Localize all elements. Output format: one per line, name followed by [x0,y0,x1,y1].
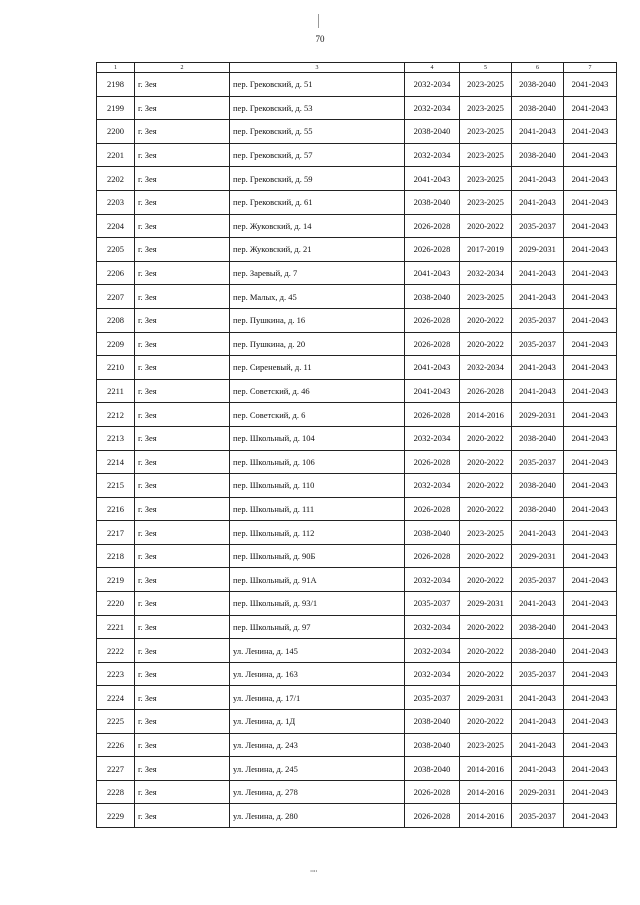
row-period-4: 2026-2028 [405,544,460,568]
row-number: 2224 [97,686,135,710]
row-period-7: 2041-2043 [564,804,617,828]
row-period-5: 2023-2025 [460,96,512,120]
row-period-7: 2041-2043 [564,426,617,450]
row-period-4: 2026-2028 [405,497,460,521]
row-address: пер. Заревый, д. 7 [230,261,405,285]
table-row [97,474,617,498]
table-row [97,615,617,639]
row-period-5: 2020-2022 [460,615,512,639]
row-period-7: 2041-2043 [564,403,617,427]
table-row [97,686,617,710]
row-period-7: 2041-2043 [564,733,617,757]
row-period-5: 2023-2025 [460,190,512,214]
row-period-5: 2020-2022 [460,474,512,498]
row-number: 2208 [97,308,135,332]
row-number: 2222 [97,639,135,663]
row-address: пер. Школьный, д. 110 [230,474,405,498]
row-number: 2228 [97,780,135,804]
table-row [97,521,617,545]
row-address: пер. Грековский, д. 55 [230,120,405,144]
table-row [97,544,617,568]
row-city: г. Зея [135,686,230,710]
row-period-6: 2041-2043 [512,356,564,380]
row-period-6: 2035-2037 [512,214,564,238]
row-period-7: 2041-2043 [564,379,617,403]
row-period-5: 2023-2025 [460,143,512,167]
row-period-6: 2038-2040 [512,96,564,120]
row-number: 2213 [97,426,135,450]
row-number: 2229 [97,804,135,828]
table-row [97,568,617,592]
row-city: г. Зея [135,521,230,545]
row-period-7: 2041-2043 [564,710,617,734]
row-number: 2217 [97,521,135,545]
row-number: 2225 [97,710,135,734]
row-period-6: 2029-2031 [512,544,564,568]
row-period-7: 2041-2043 [564,592,617,616]
row-period-5: 2020-2022 [460,544,512,568]
row-address: пер. Грековский, д. 53 [230,96,405,120]
row-period-5: 2020-2022 [460,639,512,663]
row-number: 2198 [97,73,135,97]
table-row [97,379,617,403]
row-number: 2221 [97,615,135,639]
row-period-4: 2032-2034 [405,96,460,120]
row-period-5: 2014-2016 [460,403,512,427]
row-period-5: 2020-2022 [460,332,512,356]
row-address: пер. Грековский, д. 61 [230,190,405,214]
row-period-5: 2023-2025 [460,120,512,144]
row-period-6: 2038-2040 [512,426,564,450]
row-city: г. Зея [135,143,230,167]
row-number: 2207 [97,285,135,309]
row-period-5: 2032-2034 [460,261,512,285]
row-period-4: 2026-2028 [405,804,460,828]
row-period-7: 2041-2043 [564,497,617,521]
row-address: пер. Жуковский, д. 21 [230,238,405,262]
row-number: 2202 [97,167,135,191]
row-number: 2211 [97,379,135,403]
row-period-4: 2038-2040 [405,710,460,734]
row-number: 2200 [97,120,135,144]
row-period-6: 2041-2043 [512,757,564,781]
row-period-4: 2026-2028 [405,780,460,804]
column-header: 1 [97,63,135,73]
row-period-4: 2041-2043 [405,261,460,285]
row-city: г. Зея [135,285,230,309]
table-row [97,214,617,238]
row-period-6: 2038-2040 [512,639,564,663]
row-number: 2216 [97,497,135,521]
row-address: пер. Школьный, д. 90Б [230,544,405,568]
table-row [97,120,617,144]
table-row [97,780,617,804]
table-row [97,592,617,616]
row-period-6: 2029-2031 [512,238,564,262]
row-address: пер. Советский, д. 46 [230,379,405,403]
table-row [97,190,617,214]
row-period-7: 2041-2043 [564,285,617,309]
row-period-4: 2032-2034 [405,426,460,450]
row-period-5: 2020-2022 [460,214,512,238]
row-period-6: 2041-2043 [512,120,564,144]
row-period-7: 2041-2043 [564,261,617,285]
row-period-4: 2038-2040 [405,190,460,214]
row-period-4: 2026-2028 [405,214,460,238]
page-number: 70 [315,34,325,44]
row-period-4: 2032-2034 [405,615,460,639]
row-period-4: 2026-2028 [405,308,460,332]
row-period-7: 2041-2043 [564,214,617,238]
row-period-6: 2035-2037 [512,332,564,356]
row-address: пер. Школьный, д. 93/1 [230,592,405,616]
row-period-7: 2041-2043 [564,120,617,144]
table-row [97,757,617,781]
row-period-4: 2026-2028 [405,238,460,262]
row-period-6: 2035-2037 [512,804,564,828]
row-period-6: 2041-2043 [512,521,564,545]
row-period-5: 2026-2028 [460,379,512,403]
row-period-7: 2041-2043 [564,521,617,545]
row-period-6: 2038-2040 [512,474,564,498]
row-period-5: 2029-2031 [460,592,512,616]
row-period-5: 2023-2025 [460,167,512,191]
row-address: ул. Ленина, д. 243 [230,733,405,757]
table-row [97,332,617,356]
row-period-5: 2014-2016 [460,780,512,804]
column-header: 4 [405,63,460,73]
row-period-6: 2035-2037 [512,450,564,474]
column-header: 7 [564,63,617,73]
row-number: 2215 [97,474,135,498]
row-period-4: 2026-2028 [405,403,460,427]
row-city: г. Зея [135,615,230,639]
table-body [97,73,617,828]
row-period-4: 2035-2037 [405,592,460,616]
row-number: 2204 [97,214,135,238]
row-period-6: 2041-2043 [512,379,564,403]
row-period-5: 2020-2022 [460,308,512,332]
row-period-6: 2041-2043 [512,592,564,616]
row-city: г. Зея [135,403,230,427]
row-period-5: 2020-2022 [460,710,512,734]
row-period-7: 2041-2043 [564,356,617,380]
row-address: пер. Пушкина, д. 16 [230,308,405,332]
row-city: г. Зея [135,804,230,828]
row-city: г. Зея [135,73,230,97]
table-row [97,804,617,828]
row-city: г. Зея [135,356,230,380]
row-address: пер. Грековский, д. 59 [230,167,405,191]
row-number: 2220 [97,592,135,616]
row-period-6: 2038-2040 [512,73,564,97]
row-number: 2227 [97,757,135,781]
row-period-7: 2041-2043 [564,686,617,710]
row-period-5: 2032-2034 [460,356,512,380]
table-row [97,261,617,285]
row-address: пер. Школьный, д. 104 [230,426,405,450]
row-period-7: 2041-2043 [564,190,617,214]
row-period-6: 2029-2031 [512,780,564,804]
row-city: г. Зея [135,757,230,781]
row-period-7: 2041-2043 [564,568,617,592]
row-city: г. Зея [135,308,230,332]
row-period-5: 2023-2025 [460,73,512,97]
table-row [97,426,617,450]
row-period-7: 2041-2043 [564,544,617,568]
row-number: 2199 [97,96,135,120]
row-number: 2206 [97,261,135,285]
row-number: 2214 [97,450,135,474]
table-row [97,143,617,167]
row-period-6: 2041-2043 [512,285,564,309]
row-period-6: 2038-2040 [512,143,564,167]
row-period-7: 2041-2043 [564,757,617,781]
table-row [97,662,617,686]
row-period-4: 2035-2037 [405,686,460,710]
row-city: г. Зея [135,238,230,262]
row-number: 2226 [97,733,135,757]
row-period-4: 2032-2034 [405,143,460,167]
row-number: 2218 [97,544,135,568]
row-city: г. Зея [135,497,230,521]
row-city: г. Зея [135,639,230,663]
row-period-5: 2020-2022 [460,450,512,474]
row-address: пер. Школьный, д. 106 [230,450,405,474]
row-period-7: 2041-2043 [564,615,617,639]
footer-scan-mark: ⁞ [308,869,319,873]
row-period-4: 2026-2028 [405,450,460,474]
table-header-row [97,63,617,73]
row-period-4: 2026-2028 [405,332,460,356]
row-period-7: 2041-2043 [564,474,617,498]
column-header: 5 [460,63,512,73]
row-number: 2219 [97,568,135,592]
table-row [97,167,617,191]
row-period-5: 2020-2022 [460,426,512,450]
row-city: г. Зея [135,710,230,734]
row-period-4: 2032-2034 [405,639,460,663]
row-number: 2223 [97,662,135,686]
row-address: пер. Грековский, д. 51 [230,73,405,97]
row-period-5: 2029-2031 [460,686,512,710]
row-period-7: 2041-2043 [564,238,617,262]
row-city: г. Зея [135,568,230,592]
row-city: г. Зея [135,379,230,403]
row-address: ул. Ленина, д. 245 [230,757,405,781]
row-period-6: 2038-2040 [512,615,564,639]
top-scan-mark [318,14,319,28]
row-period-5: 2014-2016 [460,757,512,781]
row-period-5: 2023-2025 [460,285,512,309]
row-period-6: 2041-2043 [512,710,564,734]
row-period-7: 2041-2043 [564,308,617,332]
row-period-4: 2038-2040 [405,120,460,144]
row-period-5: 2023-2025 [460,521,512,545]
schedule-table [96,62,617,828]
row-address: пер. Школьный, д. 112 [230,521,405,545]
table-row [97,96,617,120]
schedule-table-container [96,62,616,828]
row-period-6: 2035-2037 [512,308,564,332]
row-address: пер. Жуковский, д. 14 [230,214,405,238]
row-period-7: 2041-2043 [564,143,617,167]
row-period-7: 2041-2043 [564,167,617,191]
row-city: г. Зея [135,544,230,568]
table-row [97,308,617,332]
row-address: пер. Школьный, д. 97 [230,615,405,639]
row-period-7: 2041-2043 [564,639,617,663]
row-city: г. Зея [135,261,230,285]
row-period-4: 2038-2040 [405,733,460,757]
row-city: г. Зея [135,167,230,191]
row-city: г. Зея [135,592,230,616]
row-period-6: 2041-2043 [512,686,564,710]
row-period-6: 2041-2043 [512,167,564,191]
row-period-5: 2017-2019 [460,238,512,262]
table-row [97,285,617,309]
row-address: пер. Пушкина, д. 20 [230,332,405,356]
table-row [97,403,617,427]
row-period-7: 2041-2043 [564,780,617,804]
row-period-5: 2020-2022 [460,662,512,686]
row-period-6: 2029-2031 [512,403,564,427]
row-period-5: 2020-2022 [460,497,512,521]
row-address: пер. Грековский, д. 57 [230,143,405,167]
row-period-4: 2041-2043 [405,379,460,403]
table-row [97,733,617,757]
row-city: г. Зея [135,120,230,144]
row-number: 2212 [97,403,135,427]
row-address: пер. Малых, д. 45 [230,285,405,309]
row-period-6: 2041-2043 [512,190,564,214]
row-address: ул. Ленина, д. 145 [230,639,405,663]
row-city: г. Зея [135,450,230,474]
row-city: г. Зея [135,214,230,238]
table-row [97,710,617,734]
row-address: пер. Советский, д. 6 [230,403,405,427]
row-address: пер. Школьный, д. 91А [230,568,405,592]
row-period-4: 2038-2040 [405,757,460,781]
row-city: г. Зея [135,733,230,757]
row-period-7: 2041-2043 [564,450,617,474]
table-row [97,639,617,663]
row-period-5: 2023-2025 [460,733,512,757]
row-period-7: 2041-2043 [564,96,617,120]
column-header: 6 [512,63,564,73]
row-number: 2209 [97,332,135,356]
row-period-4: 2032-2034 [405,662,460,686]
row-address: ул. Ленина, д. 278 [230,780,405,804]
row-city: г. Зея [135,96,230,120]
row-period-7: 2041-2043 [564,332,617,356]
column-header: 3 [230,63,405,73]
row-period-4: 2038-2040 [405,521,460,545]
table-row [97,73,617,97]
row-address: пер. Школьный, д. 111 [230,497,405,521]
row-period-6: 2041-2043 [512,733,564,757]
row-city: г. Зея [135,190,230,214]
table-row [97,497,617,521]
table-row [97,450,617,474]
row-number: 2205 [97,238,135,262]
row-period-7: 2041-2043 [564,662,617,686]
table-row [97,238,617,262]
row-period-4: 2032-2034 [405,568,460,592]
row-period-4: 2041-2043 [405,356,460,380]
row-city: г. Зея [135,426,230,450]
row-period-4: 2032-2034 [405,474,460,498]
row-period-6: 2038-2040 [512,497,564,521]
row-period-4: 2041-2043 [405,167,460,191]
row-number: 2203 [97,190,135,214]
row-address: пер. Сиреневый, д. 11 [230,356,405,380]
row-period-5: 2020-2022 [460,568,512,592]
row-address: ул. Ленина, д. 163 [230,662,405,686]
row-city: г. Зея [135,780,230,804]
row-address: ул. Ленина, д. 280 [230,804,405,828]
row-period-6: 2035-2037 [512,662,564,686]
row-period-4: 2038-2040 [405,285,460,309]
row-number: 2201 [97,143,135,167]
row-period-6: 2035-2037 [512,568,564,592]
table-row [97,356,617,380]
row-city: г. Зея [135,332,230,356]
row-number: 2210 [97,356,135,380]
column-header: 2 [135,63,230,73]
row-period-5: 2014-2016 [460,804,512,828]
row-period-4: 2032-2034 [405,73,460,97]
row-address: ул. Ленина, д. 1Д [230,710,405,734]
row-city: г. Зея [135,474,230,498]
row-period-6: 2041-2043 [512,261,564,285]
row-address: ул. Ленина, д. 17/1 [230,686,405,710]
row-city: г. Зея [135,662,230,686]
row-period-7: 2041-2043 [564,73,617,97]
